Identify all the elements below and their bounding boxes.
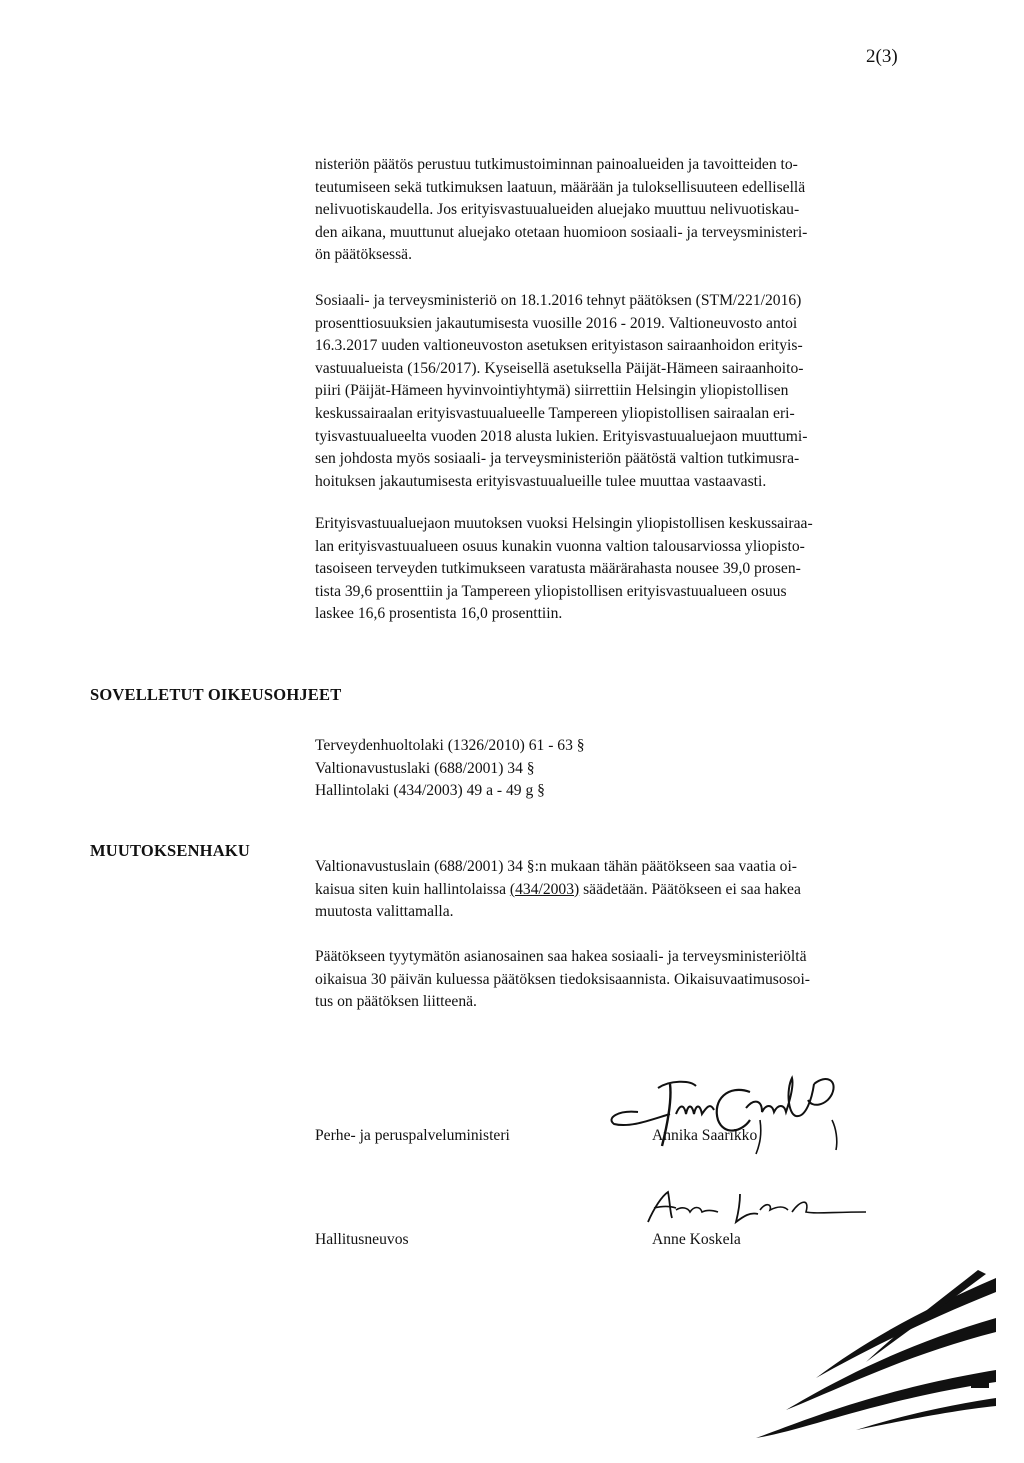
text-line: oikaisua 30 päivän kuluessa päätöksen tiedoksisaannista. Oikaisuvaatimusosoi- <box>315 970 811 988</box>
signatory-title: Hallitusneuvos <box>315 1231 409 1248</box>
section-heading-applied-law: SOVELLETUT OIKEUSOHJEET <box>90 685 342 704</box>
paragraph-2 <box>315 290 927 493</box>
applied-law-list <box>315 735 585 803</box>
signatory-name: Anne Koskela <box>652 1231 741 1248</box>
text-line: tus on päätöksen liitteenä. <box>315 993 477 1011</box>
page-number: 2(3) <box>866 46 898 67</box>
text-line: Valtionavustuslain (688/2001) 34 §:n mukaan tähän päätökseen saa vaatia oi- <box>315 858 797 875</box>
signatory-name: Annika Saarikko <box>652 1127 758 1144</box>
text-line: tista 39,6 prosenttiin ja Tampereen yliopistollisen erityisvastuualueen osuus <box>315 582 787 600</box>
text-line: muutosta valittamalla. <box>315 903 454 921</box>
text-line: ön päätöksessä. <box>315 246 413 264</box>
text-line: vastuualueista (156/2017). Kyseisellä asetuksella Päijät-Hämeen sairaanhoito- <box>315 359 804 377</box>
text-line: laskee 16,6 prosentista 16,0 prosenttiin. <box>315 605 563 623</box>
paragraph-1 <box>315 154 927 267</box>
law-item: Hallintolaki (434/2003) 49 a - 49 g § <box>315 782 545 800</box>
text-line: prosenttiosuuksien jakautumisesta vuosille 2016 - 2019. Valtioneuvosto antoi <box>315 314 798 332</box>
text-line: tasoiseen terveyden tutkimukseen varatusta määrärahasta nousee 39,0 prosen- <box>315 560 801 578</box>
text-line: 16.3.2017 uuden valtioneuvoston asetuksen erityistason sairaanhoidon erityis- <box>315 337 803 355</box>
text-fragment: säädetään. Päätökseen ei saa hakea <box>579 880 801 898</box>
text-line: lan erityisvastuualueen osuus kunakin vuonna valtion talousarviossa yliopisto- <box>315 537 805 555</box>
text-line: tyisvastuualueelta vuoden 2018 alusta lukien. Erityisvastuualuejaon muuttumi- <box>315 427 808 445</box>
paragraph-3 <box>315 513 927 626</box>
signatory-title: Perhe- ja peruspalveluministeri <box>315 1127 510 1144</box>
text-line: piiri (Päijät-Hämeen hyvinvointiyhtymä) siirrettiin Helsingin yliopistollisen <box>315 382 789 400</box>
appeal-paragraph-2 <box>315 946 927 1014</box>
law-item: Valtionavustuslaki (688/2001) 34 § <box>315 759 535 777</box>
appeal-paragraph-1 <box>315 856 927 924</box>
text-line: keskussairaalan erityisvastuualueelle Tampereen yliopistollisen sairaalan eri- <box>315 404 795 422</box>
text-line: sen johdosta myös sosiaali- ja terveysministeriön päätöstä valtion tutkimusra- <box>315 450 800 468</box>
text-line: Päätökseen tyytymätön asianosainen saa hakea sosiaali- ja terveysministeriöltä <box>315 948 807 965</box>
section-heading-appeal: MUUTOKSENHAKU <box>90 841 250 860</box>
text-line: nisteriön päätös perustuu tutkimustoiminnan painoalueiden ja tavoitteiden to- <box>315 156 798 173</box>
handwritten-signature-2 <box>640 1188 880 1228</box>
law-reference-link[interactable]: (434/2003) <box>509 880 580 898</box>
text-line: Sosiaali- ja terveysministeriö on 18.1.2016 tehnyt päätöksen (STM/221/2016) <box>315 292 802 309</box>
law-item: Terveydenhuoltolaki (1326/2010) 61 - 63 § <box>315 737 585 754</box>
text-fragment: kaisua siten kuin hallintolaissa <box>315 880 510 898</box>
text-line: teutumiseen sekä tutkimuksen laatuun, määrään ja tuloksellisuuteen edellisellä <box>315 178 806 196</box>
wave-logo-icon <box>746 1270 996 1445</box>
text-line: Erityisvastuualuejaon muutoksen vuoksi Helsingin yliopistollisen keskussairaa- <box>315 515 813 532</box>
text-line: hoituksen jakautumisesta erityisvastuualueille tulee muuttaa vastaavasti. <box>315 472 767 490</box>
text-line <box>315 879 927 902</box>
text-line: den aikana, muuttunut aluejako otetaan huomioon sosiaali- ja terveysministeri- <box>315 223 808 241</box>
text-line: nelivuotiskaudella. Jos erityisvastuualueiden aluejako muuttuu nelivuotiskau- <box>315 201 800 219</box>
